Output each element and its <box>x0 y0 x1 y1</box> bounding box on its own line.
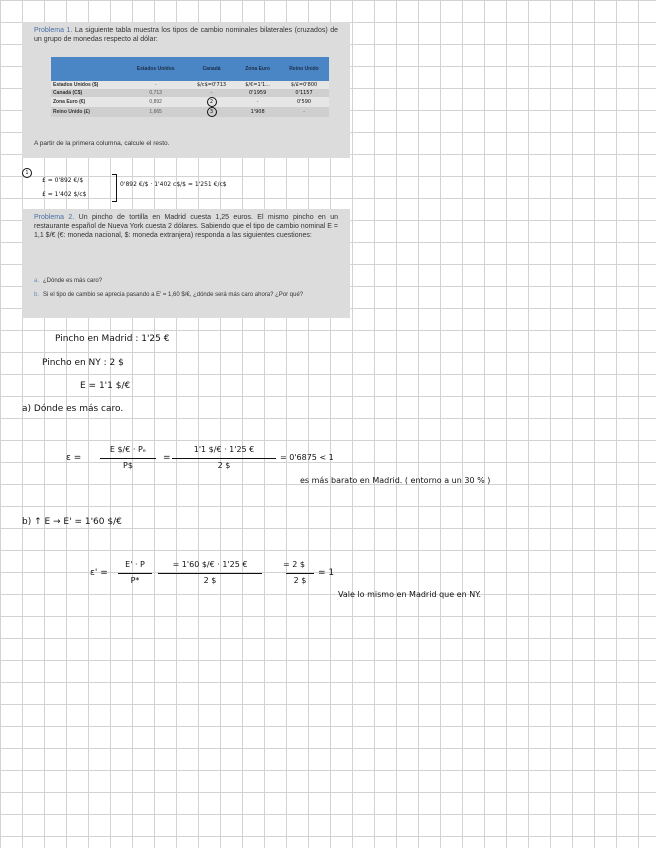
eq-b-mid-denominator: 2 $ <box>203 576 217 585</box>
table-row <box>51 81 329 89</box>
bracket <box>112 174 117 202</box>
eq-a-mid-numerator: 1'1 $/€ · 1'25 € <box>193 445 255 454</box>
circled-number: 3 <box>207 107 217 117</box>
eq-b-denominator: P* <box>130 576 140 585</box>
fraction-bar <box>158 573 262 574</box>
eq-a-denominator: P$ <box>123 461 133 470</box>
handwritten-cell: 1'908 <box>236 107 279 117</box>
fraction-bar <box>286 573 314 574</box>
calc1-result: 0'892 €/$ · 1'402 c$/$ = 1'251 €/c$ <box>120 181 227 188</box>
item-marker: b. <box>34 292 40 298</box>
hw-exchange-rate: E = 1'1 $/€ <box>80 381 131 391</box>
list-item <box>34 291 338 299</box>
table-row <box>51 107 329 117</box>
problem2-box <box>22 209 350 318</box>
table-header: Estados Unidos <box>125 57 187 81</box>
handwritten-cell: 0'1959 <box>236 89 279 97</box>
problem1-number: Problema 1. <box>34 27 73 34</box>
row-label: Canadá (C$) <box>51 89 125 97</box>
handwritten-cell <box>187 107 236 117</box>
eq-b-numerator: E' · P <box>125 560 145 569</box>
table-cell: 0,713 <box>125 89 187 97</box>
table-row <box>51 89 329 97</box>
problem2-text: Un pincho de tortilla en Madrid cuesta 1,25 euros. El mismo pincho en un restaurante español de Nueva York cuesta 2 dólares. Sabiendo que el tipo de cambio nominal E = 1,1 $/€ (€: moneda nacional, $: moneda extranjera) responda a las siguientes cuestiones: <box>34 214 338 239</box>
hw-madrid-price: Pincho en Madrid : 1'25 € <box>55 334 170 344</box>
table-cell: - <box>236 97 279 107</box>
table-cell: - <box>187 89 236 97</box>
table-header <box>51 57 125 81</box>
eq-b-mid-numerator: = 1'60 $/€ · 1'25 € <box>172 560 248 569</box>
eq-b-lhs: ε' = <box>90 568 108 578</box>
handwritten-cell: 0'590 <box>279 97 329 107</box>
calc1-line1: £ = 0'892 €/$ <box>42 177 84 184</box>
eq-a-result: = 0'6875 < 1 <box>280 453 334 462</box>
eq-a-mid-denominator: 2 $ <box>217 461 231 470</box>
table-cell: 1,665 <box>125 107 187 117</box>
problem1-text: La siguiente tabla muestra los tipos de cambio nominales bilaterales (cruzados) de un grupo de monedas respecto al dólar: <box>34 27 339 43</box>
fraction-bar <box>100 458 156 459</box>
table-cell: - <box>125 81 187 89</box>
problem1-box <box>22 22 350 158</box>
hw-conclusion-b: Vale lo mismo en Madrid que en NY. <box>338 590 482 599</box>
hw-question-a: a) Dónde es más caro. <box>22 404 124 414</box>
table-cell: 0,892 <box>125 97 187 107</box>
circled-number: 2 <box>207 97 217 107</box>
table-row <box>51 97 329 107</box>
handwritten-cell: $/€=1'1... <box>236 81 279 89</box>
row-label: Estados Unidos ($) <box>51 81 125 89</box>
handwritten-cell: $/c$=0'713 <box>187 81 236 89</box>
calc1-line2: £ = 1'402 $/c$ <box>42 191 87 198</box>
row-label: Reino Unido (£) <box>51 107 125 117</box>
handwritten-cell: 0'1157 <box>279 89 329 97</box>
table-cell: - <box>279 107 329 117</box>
table-header: Canadá <box>187 57 236 81</box>
hw-conclusion-a: es más barato en Madrid. ( entorno a un 30 % ) <box>300 476 491 485</box>
problem1-instruction: A partir de la primera columna, calcule el resto. <box>34 140 170 147</box>
table-header: Zona Euro <box>236 57 279 81</box>
eq-b-frac-numerator: = 2 $ <box>283 560 305 569</box>
fraction-bar <box>172 458 276 459</box>
item-text: Si el tipo de cambio se aprecia pasando a E' = 1,60 $/€, ¿dónde será más caro ahora? ¿Por qué? <box>43 292 304 298</box>
exchange-rate-table <box>51 57 329 117</box>
problem1-statement <box>34 26 338 44</box>
row-label: Zona Euro (€) <box>51 97 125 107</box>
eq-b-result: = 1 <box>318 568 335 578</box>
eq-a-lhs: ε = <box>66 453 82 463</box>
item-text: ¿Dónde es más caro? <box>43 278 103 284</box>
eq-a-numerator: E $/€ · Pₑ <box>109 445 147 454</box>
hw-question-b: b) ↑ E → E' = 1'60 $/€ <box>22 517 122 527</box>
list-item <box>34 277 338 285</box>
item-marker: a. <box>34 278 40 284</box>
handwritten-cell <box>187 97 236 107</box>
problem2-number: Problema 2. <box>34 214 75 221</box>
table-header: Reino Unido <box>279 57 329 81</box>
problem2-statement <box>34 213 338 240</box>
fraction-bar <box>118 573 152 574</box>
handwritten-cell: $/£=0'800 <box>279 81 329 89</box>
problem2-questions <box>34 277 338 305</box>
eq-b-frac-denominator: 2 $ <box>293 576 307 585</box>
circled-number: 1 <box>22 168 32 178</box>
hw-ny-price: Pincho en NY : 2 $ <box>42 358 124 368</box>
equals-sign: = <box>163 453 171 463</box>
